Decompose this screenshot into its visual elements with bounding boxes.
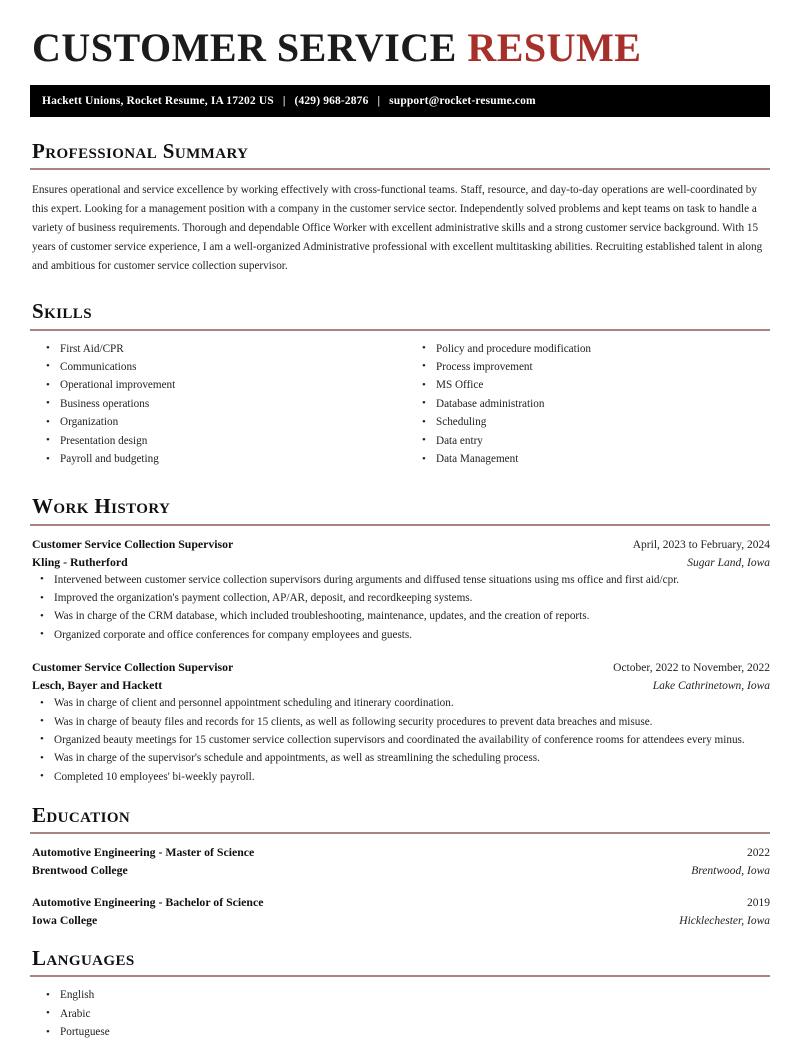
skills-list-right [412, 342, 770, 468]
summary-text: Ensures operational and service excellence by working effectively with cross-functional teams. Staff, resource, and day-to-day operations are well-coordinated by this expert. Looking for a management position with a company in the customer service sector. Independently solved problems and kept teams on task to handle a variety of business requirements. Thorough and dependable Office Worker with excellent administrative skills and a strong customer service background. With 15 years of customer service experience, I am a well-organized Administrative professional with excellent multitasking abilities. Recruiting established talent in along and ambitious for customer service collection supervisor. [32, 184, 763, 272]
page-title [32, 26, 770, 69]
list-item: • Policy and procedure modification [412, 342, 770, 357]
skills-column-left [30, 342, 400, 471]
section-education [30, 803, 770, 928]
skills-column-right [400, 342, 770, 471]
education-degree-row [30, 845, 770, 860]
job-dates: October, 2022 to November, 2022 [613, 662, 770, 675]
education-degree: Automotive Engineering - Bachelor of Science [32, 895, 264, 910]
education-location: Brentwood, Iowa [691, 865, 770, 878]
spacer-after-work-history [30, 789, 770, 803]
list-item: • Was in charge of beauty files and records for 15 clients, as well as following security procedures to prevent data breaches and misuse. [30, 715, 770, 730]
contact-email[interactable]: support@rocket-resume.com [389, 95, 536, 108]
work-history-entry [30, 537, 770, 644]
list-item: • Organization [36, 415, 400, 430]
job-bullets-list [30, 696, 770, 785]
list-item: • Data entry [412, 434, 770, 449]
spacer-after-skills [30, 474, 770, 494]
skills-columns [30, 342, 770, 471]
work-entry-company-row [30, 555, 770, 570]
education-year: 2019 [747, 897, 770, 910]
list-item: • MS Office [412, 378, 770, 393]
education-school-row [30, 863, 770, 878]
list-item: • Payroll and budgeting [36, 452, 400, 467]
list-item: • Was in charge of client and personnel appointment scheduling and itinerary coordination. [30, 696, 770, 711]
contact-address: Hackett Unions, Rocket Resume, IA 17202 US [42, 95, 274, 108]
list-item: • Was in charge of the supervisor's schedule and appointments, as well as streamlining the scheduling process. [30, 751, 770, 766]
languages-list [30, 988, 770, 1040]
list-item: • Improved the organization's payment collection, AP/AR, deposit, and recordkeeping systems. [30, 591, 770, 606]
list-item: • English [36, 988, 770, 1003]
education-degree: Automotive Engineering - Master of Science [32, 845, 255, 860]
list-item: • Data Management [412, 452, 770, 467]
list-item: • Business operations [36, 397, 400, 412]
section-heading-work-history: Work History [32, 494, 171, 519]
contact-bar [30, 85, 770, 117]
job-location: Sugar Land, Iowa [687, 556, 770, 569]
section-heading-languages: Languages [32, 946, 135, 971]
section-work-history [30, 494, 770, 785]
list-item: • First Aid/CPR [36, 342, 400, 357]
contact-separator-2: | [377, 95, 381, 108]
list-item: • Arabic [36, 1007, 770, 1022]
section-heading-summary: Professional Summary [32, 139, 249, 164]
page-title-accent: RESUME [467, 25, 642, 70]
list-item: • Portuguese [36, 1025, 770, 1040]
work-history-entry [30, 660, 770, 785]
section-heading-education: Education [32, 803, 131, 828]
section-rule-summary [30, 168, 770, 170]
contact-details [42, 95, 536, 107]
job-bullets-list [30, 573, 770, 644]
list-item: • Operational improvement [36, 378, 400, 393]
section-rule-work-history [30, 524, 770, 526]
work-entry-title-row [30, 660, 770, 675]
section-rule-education [30, 832, 770, 834]
education-entry [30, 845, 770, 878]
job-company: Kling - Rutherford [32, 554, 128, 569]
education-entry [30, 895, 770, 928]
job-title: Customer Service Collection Supervisor [32, 660, 234, 675]
spacer-after-summary [30, 279, 770, 299]
education-degree-row [30, 895, 770, 910]
education-school-row [30, 913, 770, 928]
job-company: Lesch, Bayer and Hackett [32, 678, 163, 693]
spacer-after-education [30, 932, 770, 946]
education-school: Iowa College [32, 913, 98, 928]
job-dates: April, 2023 to February, 2024 [632, 538, 770, 551]
education-school: Brentwood College [32, 863, 128, 878]
section-rule-skills [30, 329, 770, 331]
section-professional-summary [30, 139, 770, 275]
education-location: Hicklechester, Iowa [679, 915, 770, 928]
contact-separator-1: | [282, 95, 286, 108]
list-item: • Organized beauty meetings for 15 customer service collection supervisors and coordinated the availability of conference rooms for attendees every minus. [30, 733, 770, 748]
list-item: • Communications [36, 360, 400, 375]
list-item: • Intervened between customer service collection supervisors during arguments and diffused tense situations using ms office and first aid/cpr. [30, 573, 770, 588]
list-item: • Database administration [412, 397, 770, 412]
work-entry-company-row [30, 678, 770, 693]
job-location: Lake Cathrinetown, Iowa [652, 680, 770, 693]
list-item: • Organized corporate and office conferences for company employees and guests. [30, 628, 770, 643]
page-title-primary: CUSTOMER SERVICE [32, 25, 457, 70]
list-item: • Was in charge of the CRM database, which included troubleshooting, maintenance, updates, and the creation of reports. [30, 609, 770, 624]
list-item: • Process improvement [412, 360, 770, 375]
skills-list-left [36, 342, 400, 468]
section-rule-languages [30, 975, 770, 977]
section-heading-skills: Skills [32, 299, 92, 324]
education-year: 2022 [747, 847, 770, 860]
work-entry-title-row [30, 537, 770, 552]
list-item: • Presentation design [36, 434, 400, 449]
list-item: • Scheduling [412, 415, 770, 430]
section-skills [30, 299, 770, 470]
list-item: • Completed 10 employees' bi-weekly payroll. [30, 770, 770, 785]
job-title: Customer Service Collection Supervisor [32, 536, 234, 551]
contact-phone[interactable]: (429) 968-2876 [294, 95, 369, 108]
section-languages [30, 946, 770, 1040]
